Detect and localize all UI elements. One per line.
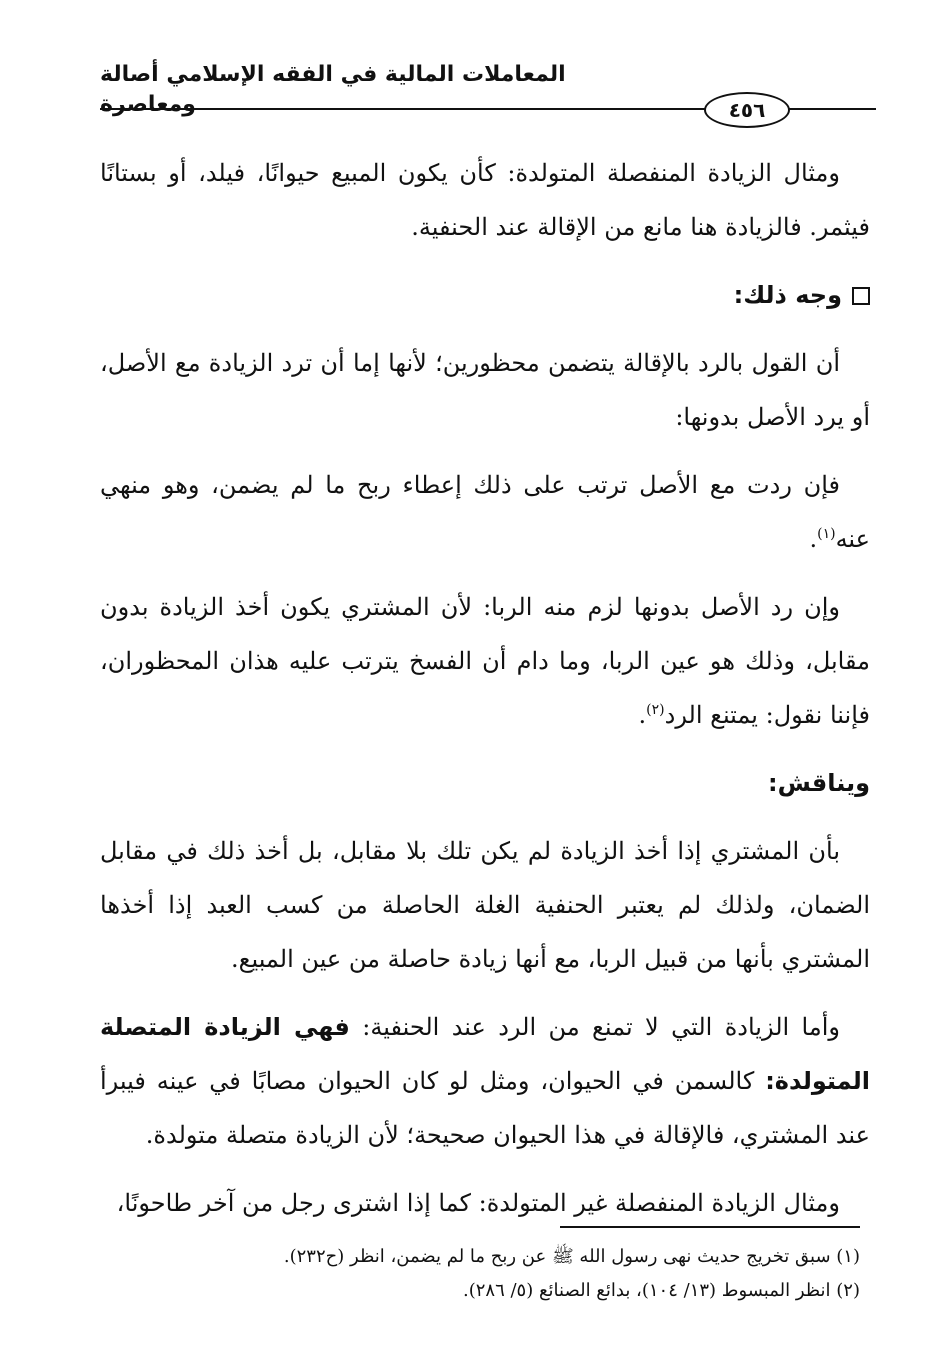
paragraph-6-rest: كالسمن في الحيوان، ومثل لو كان الحيوان مصابًا في عينه فيبرأ عند المشتري، فالإقالة في هذا الحيوان صحيحة؛ لأن الزيادة متصلة متولدة. <box>100 1067 870 1149</box>
paragraph-2: أن القول بالرد بالإقالة يتضمن محظورين؛ لأنها إما أن ترد الزيادة مع الأصل، أو يرد الأصل بدونها: <box>100 349 870 431</box>
paragraph-4 <box>100 580 870 742</box>
heading-discussion: ويناقش: <box>768 769 870 797</box>
footnote-ref-1: (١) <box>817 526 836 542</box>
paragraph-6 <box>100 1000 870 1162</box>
paragraph-1: ومثال الزيادة المنفصلة المتولدة: كأن يكون المبيع حيوانًا، فيلد، أو بستانًا فيثمر. فالزيادة هنا مانع من الإقالة عند الحنفية. <box>100 159 870 241</box>
paragraph-3-text: فإن ردت مع الأصل ترتب على ذلك إعطاء ربح ما لم يضمن، وهو منهي عنه <box>100 471 870 553</box>
paragraph-5: بأن المشتري إذا أخذ الزيادة لم يكن تلك بلا مقابل، بل أخذ ذلك في مقابل الضمان، ولذلك لم يعتبر الحنفية الغلة الحاصلة من كسب العبد إذا أخذها المشتري بأنها من قبيل الربا، مع أنها زيادة حاصلة من عين المبيع. <box>100 837 870 973</box>
paragraph-3-end: . <box>809 525 818 553</box>
page-number-badge: ٤٥٦ <box>704 92 790 128</box>
heading-evidence <box>100 268 870 322</box>
footnote-2: (٢) انظر المبسوط (١٣/ ١٠٤)، بدائع الصنائع (٥/ ٢٨٦). <box>462 1280 860 1301</box>
paragraph-3 <box>100 458 870 566</box>
footnotes <box>100 1240 860 1308</box>
paragraph-7: ومثال الزيادة المنفصلة غير المتولدة: كما إذا اشترى رجل من آخر طاحونًا، <box>116 1189 840 1217</box>
main-text <box>100 146 870 1244</box>
running-header-title: المعاملات المالية في الفقه الإسلامي أصالة ومعاصرة <box>100 62 566 117</box>
paragraph-4-end: . <box>638 701 647 729</box>
checkbox-square-icon <box>852 287 870 305</box>
footnote-1: (١) سبق تخريج حديث نهى رسول الله ﷺ عن ربح ما لم يضمن، انظر (ح٢٣٢). <box>283 1246 860 1267</box>
footnote-separator <box>560 1226 860 1228</box>
paragraph-6-bold: فهي الزيادة المتصلة المتولدة: <box>100 1013 870 1095</box>
footnote-ref-2: (٢) <box>646 702 665 718</box>
paragraph-6-intro: وأما الزيادة التي لا تمنع من الرد عند الحنفية: <box>362 1013 840 1041</box>
heading-evidence-label: وجه ذلك: <box>733 281 842 309</box>
paragraph-4-text: وإن رد الأصل بدونها لزم منه الربا: لأن المشتري يكون أخذ الزيادة بدون مقابل، وذلك هو عين الربا، وما دام أن الفسخ يترتب عليه هذان المحظوران، فإننا نقول: يمتنع الرد <box>100 593 870 729</box>
